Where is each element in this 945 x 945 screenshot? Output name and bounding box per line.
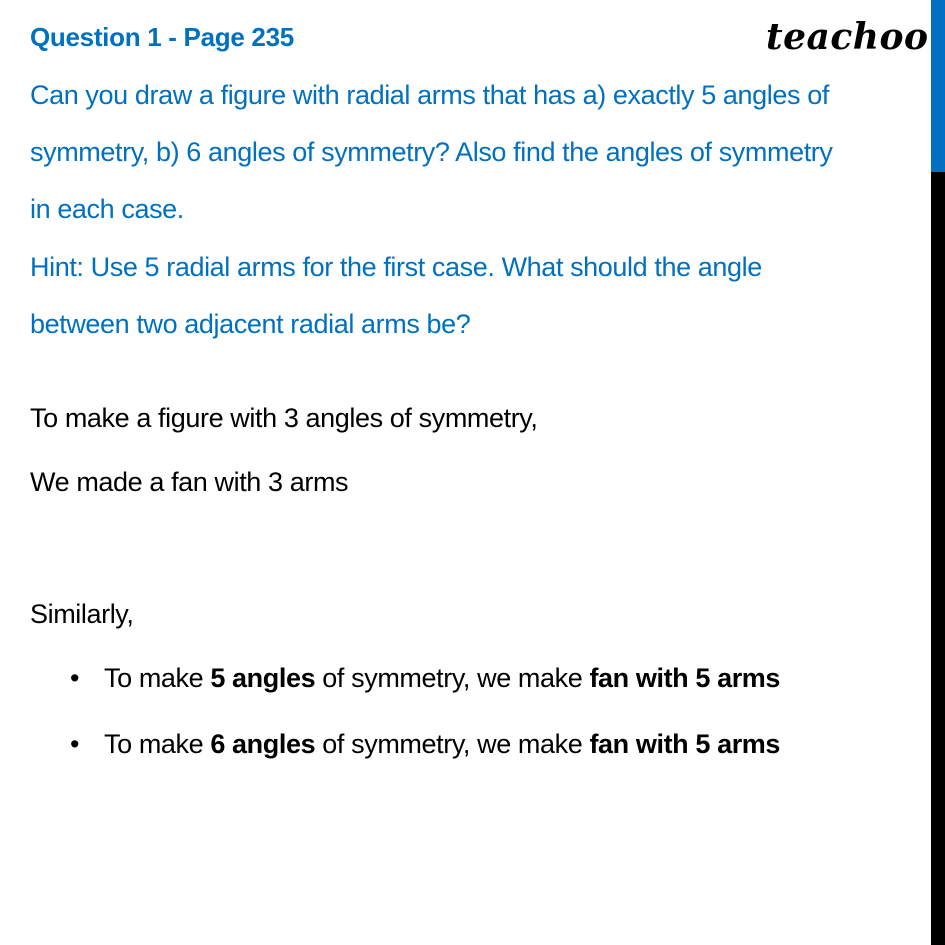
- side-accent-bar-blue: [931, 0, 945, 172]
- question-line-3: in each case.: [30, 194, 184, 224]
- bullet-text-pre: To make: [104, 729, 211, 759]
- bullet-item-6-angles: [70, 729, 780, 760]
- bullet-text-mid: of symmetry, we make: [315, 729, 590, 759]
- bullet-item-5-angles: [70, 663, 780, 694]
- bullet-icon: •: [70, 663, 80, 693]
- bullet-bold-fan: fan with 5 arms: [589, 663, 781, 693]
- bullet-text-mid: of symmetry, we make: [315, 663, 590, 693]
- question-line-2: symmetry, b) 6 angles of symmetry? Also find the angles of symmetry: [30, 137, 833, 167]
- similarly-label: Similarly,: [30, 599, 134, 629]
- hint-line-1: Hint: Use 5 radial arms for the first case. What should the angle: [30, 252, 762, 282]
- bullet-text-pre: To make: [104, 663, 211, 693]
- question-line-1: Can you draw a figure with radial arms that has a) exactly 5 angles of: [30, 80, 829, 110]
- bullet-bold-angles: 6 angles: [210, 729, 316, 759]
- answer-line-2: We made a fan with 3 arms: [30, 467, 349, 497]
- answer-line-1: To make a figure with 3 angles of symmetry,: [30, 403, 538, 433]
- hint-line-2: between two adjacent radial arms be?: [30, 309, 471, 339]
- bullet-icon: •: [70, 729, 80, 759]
- bullet-bold-fan: fan with 5 arms: [589, 729, 781, 759]
- teachoo-logo: teachoo: [766, 16, 929, 58]
- page-title: Question 1 - Page 235: [30, 22, 294, 52]
- side-accent-bar-black: [931, 172, 945, 945]
- bullet-bold-angles: 5 angles: [210, 663, 316, 693]
